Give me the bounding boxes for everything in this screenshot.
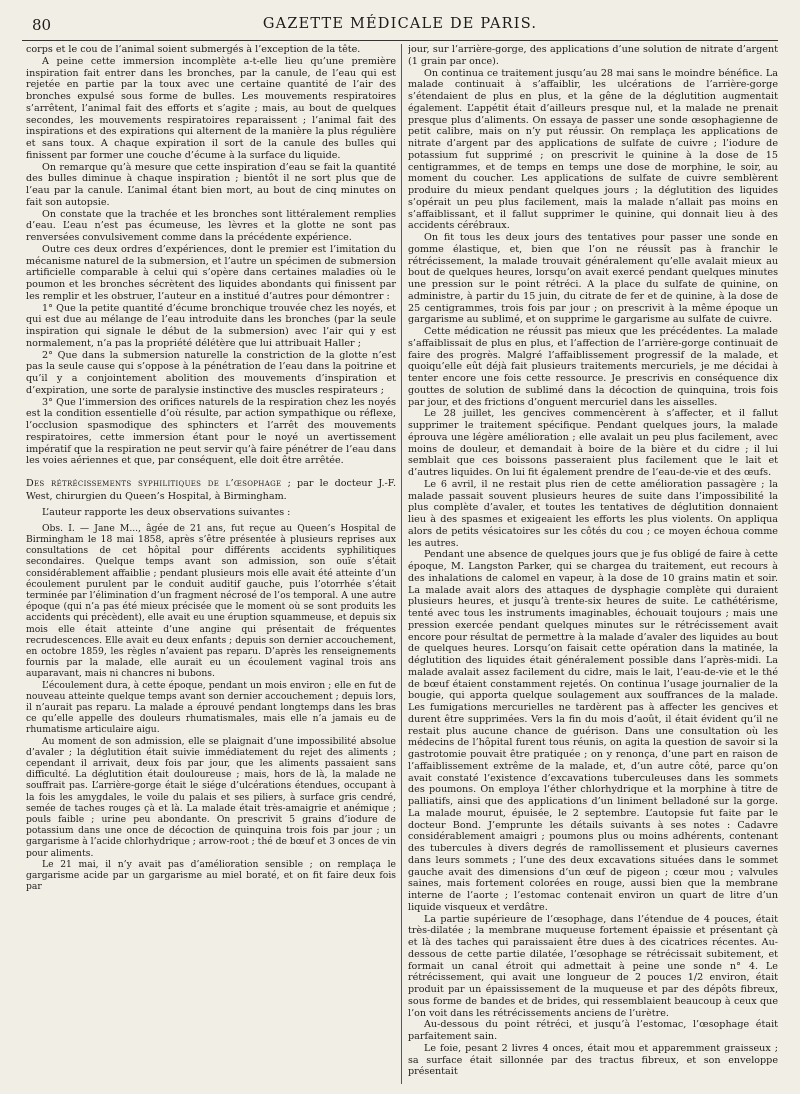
- paragraph: Le 6 avril, il ne restait plus rien de cette amélioration passagère ; la malade passait souvent plusieurs heures de suite dans l’impossibilité la plus complète d’avaler, et toutes les tentatives de déglutition donnaient lieu à des spasmes et exigeaient les efforts les plus violents. On appliqua alors de petits vésicatoires sur les côtés du cou ; ce moyen échoua comme les autres.: [408, 478, 778, 549]
- paragraph: L’écoulement dura, à cette époque, pendant un mois environ ; elle en fut de nouveau atteinte quelque temps avant son dernier accouchement ; depuis lors, il n’aurait pas reparu. La malade a éprouvé pendant longtemps dans les bras ce qu’elle appelle des douleurs rhumatismales, mais elle n’a jamais eu de rhumatisme articulaire aigu.: [26, 679, 396, 736]
- paragraph: Pendant une absence de quelques jours que je fus obligé de faire à cette époque, M. Langston Parker, qui se chargea du traitement, eut recours à des inhalations de calomel en vapeur, à la dose de 10 grains matin et soir. La malade avait alors des attaques de dysphagie complète qui duraient plusieurs heures, et jusqu’à trente-six heures de suite. Le cathétérisme, tenté avec tous les instruments imaginables, échouait toujours ; mais une pression exercée pendant quelques minutes sur le rétrécissement avait encore pour résultat de permettre à la malade d’avaler des liquides au bout de quelques heures. Lorsqu’on faisait cette opération dans la matinée, la déglutition des liquides était généralement possible dans l’après-midi. La malade avalait assez facilement du cidre, mais le lait, l’eau-de-vie et le thé de bœuf étaient constamment rejetés. On continua l’usage journalier de la bougie, qui apporta quelque soulagement aux souffrances de la malade. Les fumigations mercurielles ne tardèrent pas à affecter les gencives et durent être supprimées. Vers la fin du mois d’août, il était évident qu’il ne restait plus aucune chance de guérison. Dans une consultation où les médecins de l’hôpital furent tous réunis, on agita la question de savoir si la gastrotomie pouvait être pratiquée ; on y renonça, d’une part en raison de l’affaiblissement extrême de la malade, et, d’un autre côté, parce qu’on avait constaté l’existence d’excavations tuberculeuses dans les sommets des poumons. On employa l’éther chlorhydrique et la morphine à titre de palliatifs, ainsi que des applications d’un liniment belladoné sur la gorge. La malade mourut, épuisée, le 2 septembre. L’autopsie fut faite par le docteur Bond. J’emprunte les détails suivants à ses notes : Cadavre considérablement amaigri ; poumons plus ou moins adhérents, contenant des tubercules à divers degrés de ramollissement et plusieurs cavernes dans leurs sommets ; l’une des deux excavations situées dans le sommet gauche avait des dimensions d’un œuf de pigeon ; cœur mou ; valvules saines, mais fortement colorées en rouge, aussi bien que la membrane interne de l’aorte ; l’estomac contenait environ un quart de litre d’un liquide visqueux et verdâtre.: [408, 549, 778, 913]
- observation-block: [26, 523, 396, 893]
- paragraph: 1° Que la petite quantité d’écume bronchique trouvée chez les noyés, et qui est due au mélange de l’eau introduite dans les bronches (par la seule inspiration qui signale le début de la submersion) avec l’air qui y est normalement, n’a pas la propriété délétère que lui attribuait Haller ;: [26, 302, 396, 349]
- section-title-lead: Des rétrécissements syphilitiques de l’œsophage: [26, 478, 282, 489]
- paragraph: Cette médication ne réussit pas mieux que les précédentes. La malade s’affaiblissait de plus en plus, et l’affection de l’arrière-gorge continuait de faire des progrès. Malgré l’affaiblissement progressif de la malade, et quoiqu’elle eût déjà fait plusieurs traitements mercuriels, je me décidai à tenter encore une fois cette ressource. Je prescrivis en conséquence dix gouttes de solution de sublimé dans la décoction de quinquina, trois fois par jour, et des frictions d’onguent mercuriel dans les aisselles.: [408, 326, 778, 408]
- paragraph: Au moment de son admission, elle se plaignait d’une impossibilité absolue d’avaler ; la déglutition était suivie immédiatement du rejet des aliments ; cependant il arrivait, deux fois par jour, que les aliments passaient sans difficulté. La déglutition était douloureuse ; mais, hors de là, la malade ne souffrait pas. L’arrière-gorge était le siége d’ulcérations étendues, occupant à la fois les amygdales, le voile du palais et ses piliers, à surface gris cendré, semée de taches rouges çà et là. La malade était très-amaigrie et anémique ; pouls faible ; urine peu abondante. On prescrivit 5 grains d’iodure de potassium dans une once de décoction de quinquina trois fois par jour ; un gargarisme à l’acide chlorhydrique ; arrow-root ; thé de bœuf et 3 onces de vin pour aliments.: [26, 735, 396, 859]
- paragraph: On remarque qu’à mesure que cette inspiration d’eau se fait la quantité des bulles diminue à chaque inspiration ; bientôt il ne sort plus que de l’eau par la canule. L’animal étant bien mort, au bout de cinq minutes on fait son autopsie.: [26, 161, 396, 208]
- column-divider: [401, 44, 402, 1084]
- paragraph: Outre ces deux ordres d’expériences, dont le premier est l’imitation du mécanisme naturel de la submersion, et l’autre un spécimen de submersion artificielle comparable à celui qui s’opère dans certaines maladies où le poumon et les bronches sécrètent des liquides abondants qui finissent par les remplir et les obstruer, l’auteur en a institué d’autres pour démontrer :: [26, 243, 396, 302]
- section-title-rest: ; par le docteur J.-F. West, chirurgien du Queen’s Hospital, à Birmingham.: [26, 478, 396, 502]
- paragraph: Obs. I. — Jane M..., âgée de 21 ans, fut reçue au Queen’s Hospital de Birmingham le 18 mai 1858, après s’être présentée à plusieurs reprises aux consultations de cet hôpital pour différents accidents syphilitiques secondaires. Quelque temps avant son admission, son ouïe s’était considérablement affaiblie ; pendant plusieurs mois elle avait été atteinte d’un écoulement purulent par le conduit auditif gauche, puis l’otorrhée s’était terminée par l’élimination d’un fragment nécrosé de l’os temporal. A une autre époque (qui n’a pas été mieux précisée que le moment où se sont produits les accidents qui précèdent), elle avait eu une éruption squammeuse, et depuis six mois elle était atteinte d’une angine qui présentait de fréquentes recrudescences. Elle avait eu deux enfants ; depuis son dernier accouchement, en octobre 1859, les règles n’avaient pas reparu. D’après les renseignements fournis par la malade, elle aurait eu un écoulement vaginal trois ans auparavant, mais ni chancres ni bubons.: [26, 522, 396, 680]
- paragraph: corps et le cou de l’animal soient submergés à l’exception de la tête.: [26, 44, 361, 55]
- paragraph: 2° Que dans la submersion naturelle la constriction de la glotte n’est pas la seule cause qui s’oppose à la pénétration de l’eau dans la poitrine et qu’il y a conjointement abolition des mouvements d’inspiration et d’expiration, une sorte de paralysie instinctive des muscles respirateurs ;: [26, 349, 396, 396]
- right-column: [408, 44, 778, 1084]
- page-header: [22, 12, 778, 41]
- paragraph: On continua ce traitement jusqu’au 28 mai sans le moindre bénéfice. La malade continuait à s’affaiblir, les ulcérations de l’arrière-gorge s’étendaient de plus en plus, et la gêne de la déglutition augmentait également. L’appétit était d’ailleurs presque nul, et la malade ne prenait presque plus d’aliments. On essaya de passer une sonde œsophagienne de petit calibre, mais on n’y put réussir. On remplaça les applications de nitrate d’argent par des applications de sulfate de cuivre ; l’iodure de potassium fut supprimé ; on prescrivit le quinine à la dose de 15 centigrammes, et de temps en temps une dose de morphine, le soir, au moment du coucher. Les applications de sulfate de cuivre semblèrent produire du mieux pendant quelques jours ; la déglutition des liquides s’opérait un peu plus facilement, mais la malade n’allait pas moins en s’affaiblissant, et il fallut supprimer le quinine, qui donnait lieu à des accidents cérébraux.: [408, 67, 778, 232]
- paragraph: Le foie, pesant 2 livres 4 onces, était mou et apparemment graisseux ; sa surface était sillonnée par des tractus fibreux, et son enveloppe présentait: [408, 1042, 778, 1078]
- section-intro: L’auteur rapporte les deux observations suivantes :: [42, 507, 291, 518]
- section-title: [26, 478, 396, 503]
- paragraph: 3° Que l’immersion des orifices naturels de la respiration chez les noyés est la condition essentielle d’où résulte, par action sympathique ou réflexe, l’occlusion spasmodique des sphincters et l’arrêt des mouvements respiratoires, cette immersion étant pour le noyé un avertissement impératif que la respiration ne peut servir qu’à faire pénétrer de l’eau dans les voies aériennes et que, par conséquent, elle doit être arrêtée.: [26, 396, 396, 467]
- paragraph: La partie supérieure de l’œsophage, dans l’étendue de 4 pouces, était très-dilatée ; la membrane muqueuse fortement épaissie et présentant çà et là des taches qui paraissaient être dues à des cicatrices récentes. Au-dessous de cette partie dilatée, l’œsophage se rétrécissait subitement, et formait un canal étroit qui admettait à peine une sonde n° 4. Le rétrécissement, qui avait une longueur de 2 pouces 1/2 environ, était produit par un épaississement de la muqueuse et par des dépôts fibreux, sous forme de bandes et de brides, qui ressemblaient beaucoup à ceux que l’on voit dans les rétrécissements anciens de l’urètre.: [408, 913, 778, 1019]
- paragraph: jour, sur l’arrière-gorge, des applications d’une solution de nitrate d’argent (1 grain par once).: [408, 44, 778, 67]
- running-title: GAZETTE MÉDICALE DE PARIS.: [262, 16, 538, 32]
- paragraph: Le 21 mai, il n’y avait pas d’amélioration sensible ; on remplaça le gargarisme acide par un gargarisme au miel boraté, et on fit faire deux fois par: [26, 858, 396, 893]
- paragraph: On fit tous les deux jours des tentatives pour passer une sonde en gomme élastique, et, bien que l’on ne réussît pas à franchir le rétrécissement, la malade trouvait généralement qu’elle avalait mieux au bout de quelques heures, lorsqu’on avait exercé pendant quelques minutes une pression sur le point rétréci. A la place du sulfate de quinine, on administre, à partir du 15 juin, du citrate de fer et de quinine, à la dose de 25 centigrammes, trois fois par jour ; on prescrivit à la même époque un gargarisme au sublimé, et on supprime le gargarisme au sulfate de cuivre.: [408, 232, 778, 326]
- paragraph: A peine cette immersion incomplète a-t-elle lieu qu’une première inspiration fait entrer dans les bronches, par la canule, de l’eau qui est rejetée en partie par la toux avec une certaine quantité de l’air des bronches expulsé sous forme de bulles. Les mouvements respiratoires s’arrêtent, l’animal fait des efforts et s’agite ; mais, au bout de quelques secondes, les mouvements respiratoires reparaissent ; l’animal fait des inspirations et des expirations qui alternent de la manière la plus régulière et sans toux. A chaque expiration il sort de la canule des bulles qui finissent par former une couche d’écume à la surface du liquide.: [26, 55, 396, 161]
- left-column: [26, 44, 396, 1084]
- paragraph: Le 28 juillet, les gencives commencèrent à s’affecter, et il fallut supprimer le traitement spécifique. Pendant quelques jours, la malade éprouva une légère amélioration ; elle avalait un peu plus facilement, avec moins de douleur, et demandait à boire de la bière et du cidre ; il lui semblait que ces boissons passeraient plus facilement que le lait et d’autres liquides. On lui fit également prendre de l’eau-de-vie et des œufs.: [408, 408, 778, 478]
- paragraph: On constate que la trachée et les bronches sont littéralement remplies d’eau. L’eau n’est pas écumeuse, les lèvres et la glotte ne sont pas renversées convulsivement comme dans la précédente expérience.: [26, 208, 396, 243]
- paragraph: Au-dessous du point rétréci, et jusqu’à l’estomac, l’œsophage était parfaitement sain.: [408, 1019, 778, 1042]
- page-number: 80: [32, 16, 52, 34]
